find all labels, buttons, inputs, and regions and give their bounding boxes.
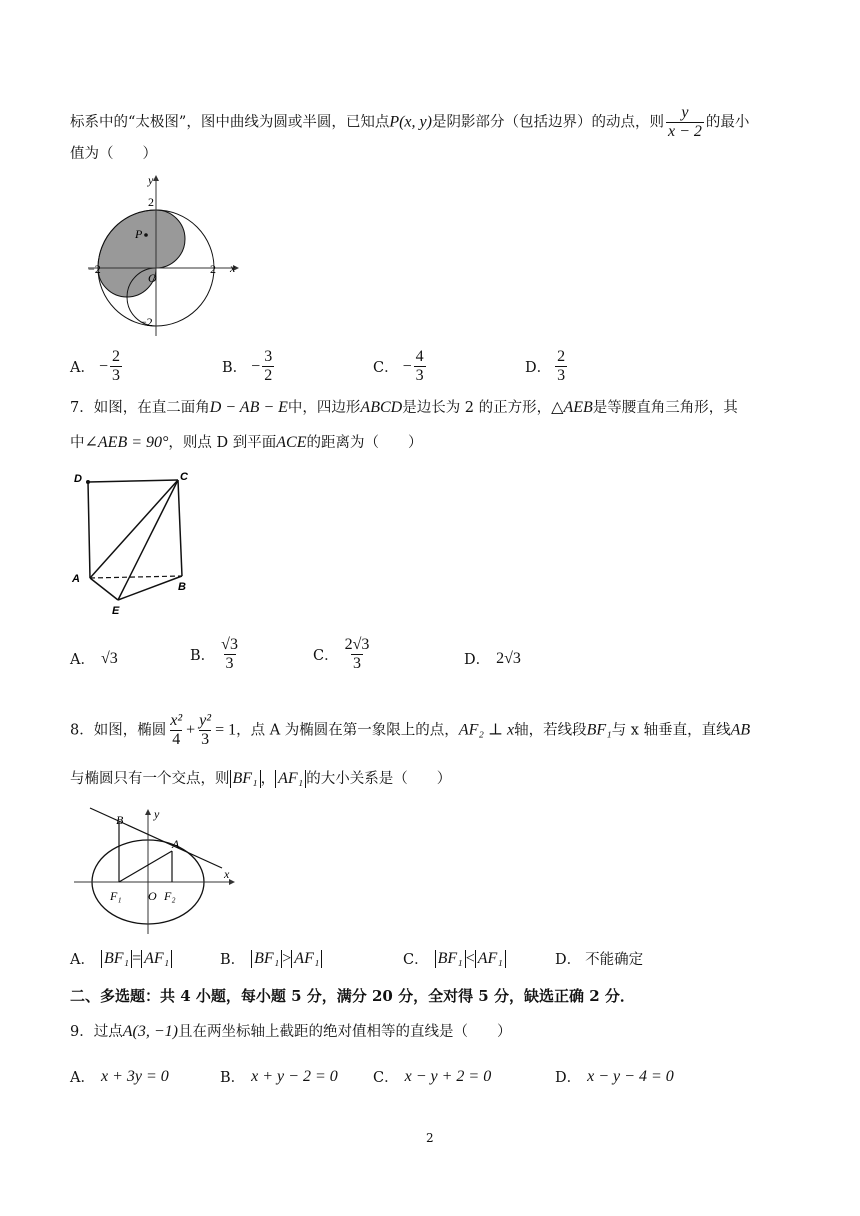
q6-fig-o: O bbox=[148, 271, 157, 285]
q8-ellipse-figure bbox=[72, 806, 242, 938]
q6-fig-t-top: 2 bbox=[148, 195, 154, 209]
q6-option-b: B． − $\frac{3}{2}$ bbox=[222, 348, 273, 384]
section-2-heading: 二、多选题：共 4 小题，每小题 5 分，满分 20 分，全对得 5 分，缺选正确 2 分． bbox=[70, 987, 635, 1005]
q8-option-a: A． BF₁ = AF₁ bbox=[70, 948, 172, 969]
q7-option-a: A． √3 bbox=[70, 649, 118, 668]
q7-fig-b: B bbox=[178, 581, 186, 593]
q6-option-a: A． − $\frac{2}{3}$ bbox=[70, 348, 121, 384]
q8-fig-y: y bbox=[154, 807, 160, 821]
q8-fig-f2: F₂ bbox=[164, 889, 176, 903]
q9-option-b: B． x + y − 2 = 0 bbox=[220, 1067, 338, 1086]
q6-fraction: $\frac{y}{x - 2}$ bbox=[667, 104, 702, 140]
q8-option-b: B． BF₁ > AF₁ bbox=[220, 948, 322, 969]
q9-option-d: D． x − y − 4 = 0 bbox=[555, 1067, 674, 1086]
q8-fig-x: x bbox=[224, 867, 230, 881]
q6-fig-t-right: 2 bbox=[210, 262, 216, 276]
q7-dihedral-figure bbox=[70, 470, 200, 616]
q6-fig-y: y bbox=[148, 173, 154, 187]
q6-option-c: C． − $\frac{4}{3}$ bbox=[373, 348, 424, 384]
q8-option-d: D． 不能确定 bbox=[555, 952, 644, 968]
q8-option-c: C． BF₁ < AF₁ bbox=[403, 948, 506, 969]
q8-fig-f1: F₁ bbox=[110, 889, 122, 903]
q7-fig-e: E bbox=[112, 605, 120, 616]
q7-fig-d: D bbox=[74, 473, 82, 485]
q6-fig-x: x bbox=[230, 261, 236, 275]
q7-fig-a: A bbox=[72, 573, 80, 585]
q6-taiji-figure bbox=[86, 170, 246, 338]
q9-stem: 9．过点A(3, −1)且在两坐标轴上截距的绝对值相等的直线是（ ） bbox=[70, 1023, 512, 1040]
page-number: 2 bbox=[426, 1131, 434, 1145]
q6-line1: 标系中的“太极图”，图中曲线为圆或半圆，已知点P(x, y)是阴影部分（包括边界）的动点，则 $\frac{y}{x - 2}$ 的最小 bbox=[70, 104, 750, 140]
q7-fig-c: C bbox=[180, 471, 188, 483]
q7-line1: 7．如图，在直二面角D − AB − E中，四边形ABCD是边长为 2 的正方形，△AEB是等腰直角三角形，其 bbox=[70, 399, 738, 416]
q9-option-c: C． x − y + 2 = 0 bbox=[373, 1067, 492, 1086]
q6-point: P(x, y) bbox=[389, 113, 432, 131]
q7-option-c: C． $\frac{2√3}{3}$ bbox=[313, 636, 370, 672]
q7-option-b: B． $\frac{√3}{3}$ bbox=[190, 636, 238, 672]
q8-fig-o: O bbox=[148, 889, 157, 903]
q6-fig-t-left: −2 bbox=[88, 262, 101, 276]
q9-option-a: A． x + 3y = 0 bbox=[70, 1067, 169, 1086]
q6-fig-p: P bbox=[135, 227, 143, 241]
q8-line1: 8．如图，椭圆 $\frac{\text{x²}}{4}$ + $\frac{\text{y²}}{3}$ = 1，点 A 为椭圆在第一象限上的点，AF₂ ⊥ x轴，若线段BF₁与 x 轴垂直，直线AB bbox=[70, 712, 751, 748]
q6-fig-t-bottom: −2 bbox=[140, 315, 153, 329]
q6-line2: 值为（ ） bbox=[70, 146, 157, 162]
q6-option-d: D． $\frac{2}{3}$ bbox=[525, 348, 566, 384]
q8-fig-a: A bbox=[172, 837, 180, 851]
q8-line2: 与椭圆只有一个交点，则 BF₁ ， AF₁ 的大小关系是（ ） bbox=[70, 770, 452, 787]
q7-option-d: D． 2√3 bbox=[464, 649, 521, 668]
q7-line2: 中∠AEB = 90°，则点 D 到平面ACE的距离为（ ） bbox=[70, 434, 423, 451]
q8-fig-b: B bbox=[116, 813, 124, 827]
